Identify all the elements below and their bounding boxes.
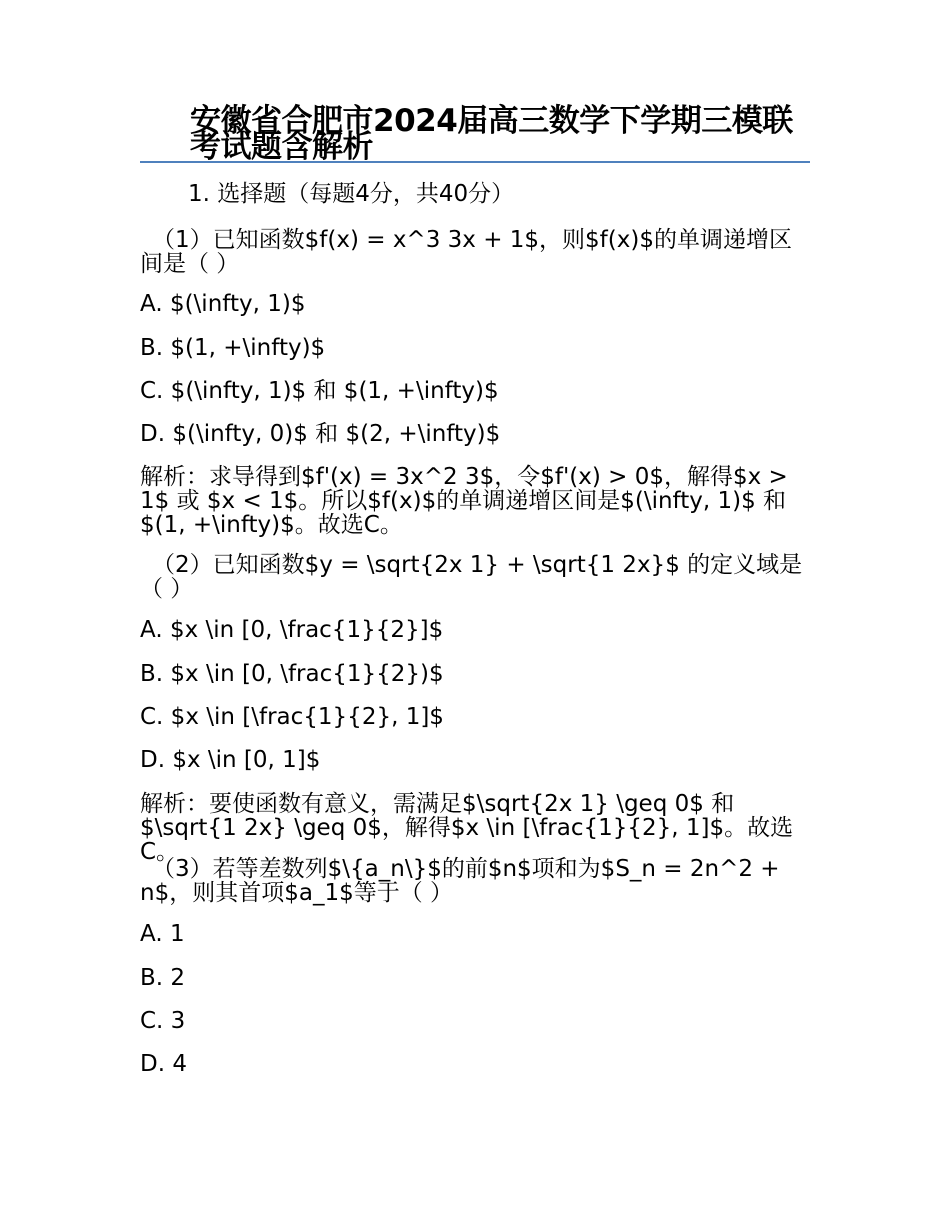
question-3-stem: （3）若等差数列$\{a_n\}$的前$n$项和为$S_n = 2n^2 + n$，则其首项$a_1$等于（ ） [140, 856, 780, 906]
title-underline [140, 161, 810, 163]
question-3-option-b: B. 2 [140, 965, 186, 991]
question-2-option-a: A. $x \in [0, \frac{1}{2}]$ [140, 617, 444, 643]
question-1-option-d: D. $(\infty, 0)$ 和 $(2, +\infty)$ [140, 421, 501, 447]
question-3-option-a: A. 1 [140, 921, 185, 947]
question-2-stem: （2）已知函数$y = \sqrt{2x 1} + \sqrt{1 2x}$ 的定义域是（ ） [140, 552, 803, 602]
question-1-analysis: 解析：求导得到$f'(x) = 3x^2 3$，令$f'(x) > 0$，解得$x > 1$ 或 $x < 1$。所以$f(x)$的单调递增区间是$(\infty, 1)$ 和 $(1, +\infty)$。故选C。 [140, 464, 788, 538]
question-3-option-c: C. 3 [140, 1008, 186, 1034]
question-2-option-b: B. $x \in [0, \frac{1}{2})$ [140, 661, 444, 687]
question-2-option-d: D. $x \in [0, 1]$ [140, 747, 321, 773]
section-heading: 1. 选择题（每题4分，共40分） [188, 181, 515, 207]
question-1-stem: （1）已知函数$f(x) = x^3 3x + 1$，则$f(x)$的单调递增区间是（ ） [140, 227, 792, 277]
question-2-analysis: 解析：要使函数有意义，需满足$\sqrt{2x 1} \geq 0$ 和 $\sqrt{1 2x} \geq 0$，解得$x \in [\frac{1}{2}, 1]$。故选C。 [140, 791, 794, 865]
question-2-option-c: C. $x \in [\frac{1}{2}, 1]$ [140, 704, 444, 730]
document-title: 安徽省合肥市2024届高三数学下学期三模联考试题含解析 [190, 103, 793, 165]
question-3-option-d: D. 4 [140, 1051, 187, 1077]
question-1-option-c: C. $(\infty, 1)$ 和 $(1, +\infty)$ [140, 378, 499, 404]
question-1-option-a: A. $(\infty, 1)$ [140, 291, 306, 317]
question-1-option-b: B. $(1, +\infty)$ [140, 335, 326, 361]
